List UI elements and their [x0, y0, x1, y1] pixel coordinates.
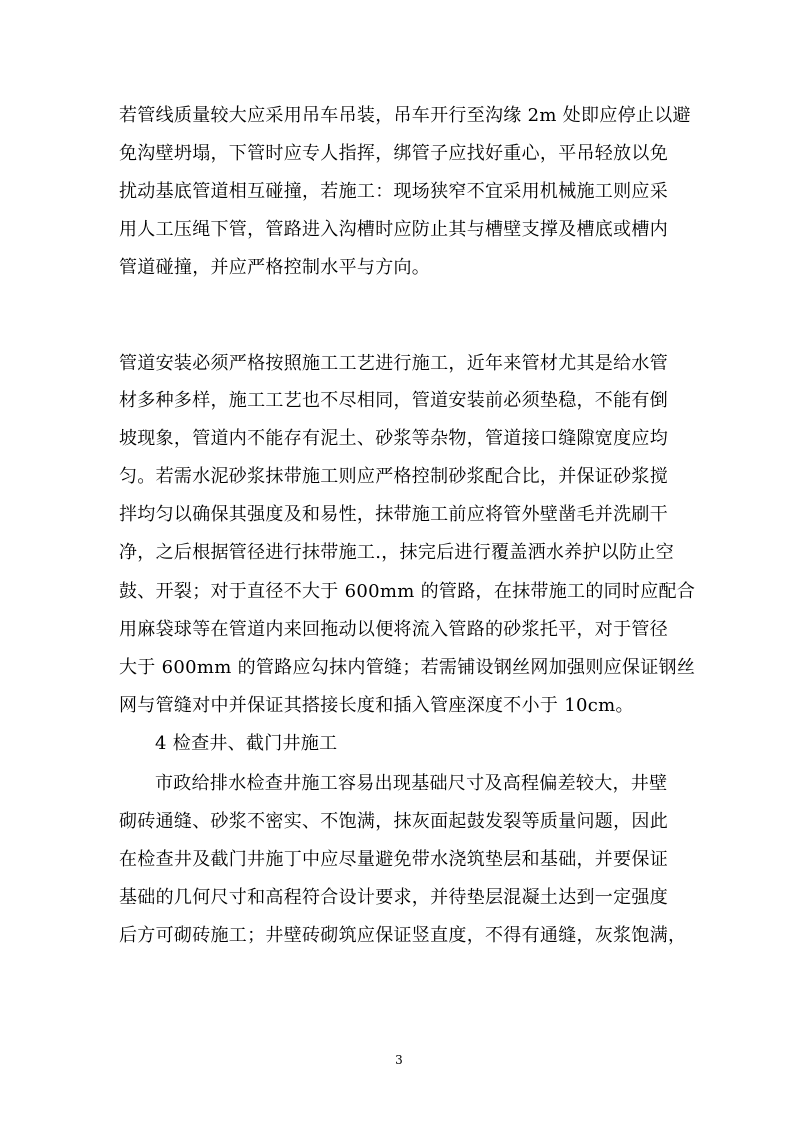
paragraph-line: 用人工压绳下管，管路进入沟槽时应防止其与槽壁支撑及槽底或槽内 [119, 219, 668, 240]
paragraph-line: 匀。若需水泥砂浆抹带施工则应严格控制砂浆配合比，并保证砂浆搅 [119, 466, 668, 487]
paragraph-line: 在检查井及截门井施丁中应尽量避免带水浇筑垫层和基础，并要保证 [119, 849, 668, 870]
paragraph-line: 免沟壁坍塌，下管时应专人指挥，绑管子应找好重心，平吊轻放以免 [119, 143, 668, 164]
paragraph-line: 市政给排水检查井施工容易出现基础尺寸及高程偏差较大，井壁 [155, 773, 668, 794]
paragraph-line: 鼓、开裂；对于直径不大于 600mm 的管路，在抹带施工的同时应配合 [119, 581, 696, 602]
paragraph-line: 管道碰撞，并应严格控制水平与方向。 [119, 257, 431, 278]
paragraph-line: 后方可砌砖施工；井壁砖砌筑应保证竖直度，不得有通缝，灰浆饱满， [119, 925, 687, 946]
paragraph-line: 砌砖通缝、砂浆不密实、不饱满，抹灰面起鼓发裂等质量问题，因此 [119, 811, 668, 832]
paragraph-line: 净，之后根据管径进行抹带施工.，抹完后进行覆盖洒水养护以防止空 [119, 542, 675, 563]
paragraph-line: 用麻袋球等在管道内来回拖动以便将流入管路的砂浆托平，对于管径 [119, 619, 668, 640]
paragraph-line: 坡现象，管道内不能存有泥土、砂浆等杂物，管道接口缝隙宽度应均 [119, 428, 668, 449]
paragraph-line: 扰动基底管道相互碰撞，若施工：现场狭窄不宜采用机械施工则应采 [119, 181, 668, 202]
paragraph-line: 基础的几何尺寸和高程符合设计要求，并待垫层混凝土达到一定强度 [119, 887, 668, 908]
page-number: 3 [395, 1053, 403, 1067]
paragraph-line: 材多种多样，施工工艺也不尽相同，管道安装前必须垫稳，不能有倒 [119, 390, 668, 411]
paragraph-line: 拌均匀以确保其强度及和易性，抹带施工前应将管外壁凿毛并洗刷干 [119, 504, 668, 525]
paragraph-line: 管道安装必须严格按照施工工艺进行施工，近年来管材尤其是给水管 [119, 353, 668, 374]
paragraph-line: 若管线质量较大应采用吊车吊装，吊车开行至沟缘 2m 处即应停止以避 [119, 105, 691, 126]
section-heading: 4 检查井、截门井施工 [155, 733, 338, 754]
paragraph-line: 大于 600mm 的管路应勾抹内管缝；若需铺设钢丝网加强则应保证钢丝 [119, 657, 696, 678]
paragraph-line: 网与管缝对中并保证其搭接长度和插入管座深度不小于 10cm。 [119, 695, 634, 716]
